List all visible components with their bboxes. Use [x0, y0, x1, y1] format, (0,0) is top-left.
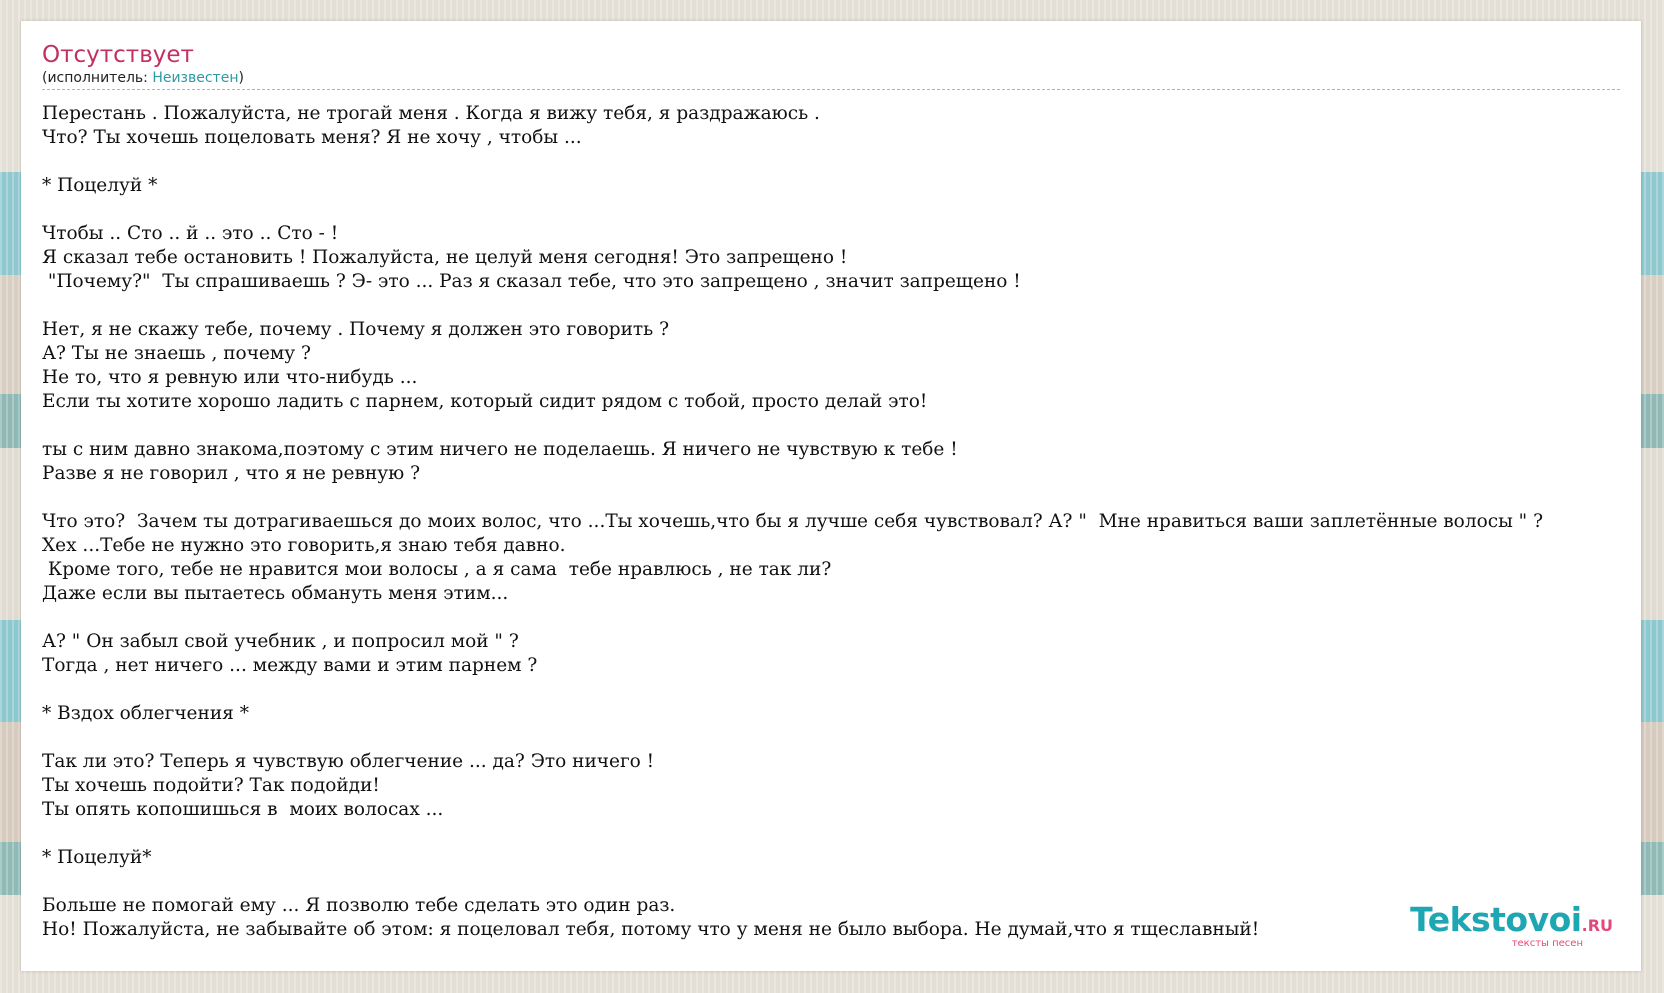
artist-suffix: )	[238, 70, 244, 86]
artist-prefix: (исполнитель:	[42, 70, 153, 86]
site-logo[interactable]	[1410, 900, 1613, 949]
lyrics-card	[21, 21, 1641, 971]
artist-line	[42, 69, 1620, 87]
logo-wordmark	[1410, 900, 1613, 943]
logo-tld: .RU	[1581, 916, 1613, 935]
artist-link[interactable]: Неизвестен	[152, 70, 239, 86]
song-title: Отсутствует	[42, 42, 194, 68]
logo-name: Tekstovoi	[1410, 900, 1582, 939]
song-header	[42, 41, 1620, 90]
logo-tagline: тексты песен	[1511, 938, 1583, 949]
lyrics-text: Перестань . Пожалуйста, не трогай меня . Когда я вижу тебя, я раздражаюсь . Что? Ты хочешь поцеловать меня? Я не хочу , чтобы ... * Поцелуй * Чтобы .. Сто .. й .. это .. Сто - ! Я сказал тебе остановить ! Пожалуйста, не целуй меня сегодня! Это запрещено ! "Почему?" Ты спрашиваешь ? Э- это ... Раз я сказал тебе, что это запрещено , значит запрещено ! Нет, я не скажу тебе, почему . Почему я должен это говорить ? А? Ты не знаешь , почему ? Не то, что я ревную или что-нибудь ... Если ты хотите хорошо ладить с парнем, который сидит рядом с тобой, просто делай это! ты с ним давно знакома,поэтому с этим ничего не поделаешь. Я ничего не чувствую к тебе ! Разве я не говорил , что я не ревную ? Что это? Зачем ты дотрагиваешься до моих волос, что ...Ты хочешь,что бы я лучше себя чувствовал? А? " Мне нравиться ваши заплетённые волосы " ? Хех ...Тебе не нужно это говорить,я знаю тебя давно. Кроме того, тебе не нравится мои волосы , а я сама тебе нравлюсь , не так ли? Даже если вы пытаетесь обмануть меня этим... А? " Он забыл свой учебник , и попросил мой " ? Тогда , нет ничего ... между вами и этим парнем ? * Вздох облегчения * Так ли это? Теперь я чувствую облегчение ... да? Это ничего ! Ты хочешь подойти? Так подойди! Ты опять копошишься в моих волосах ... * Поцелуй* Больше не помогай ему ... Я позволю тебе сделать это один раз. Но! Пожалуйста, не забывайте об этом: я поцеловал тебя, потому что у меня не было выбора. Не думай,что я тщеславный!	[42, 103, 1543, 940]
